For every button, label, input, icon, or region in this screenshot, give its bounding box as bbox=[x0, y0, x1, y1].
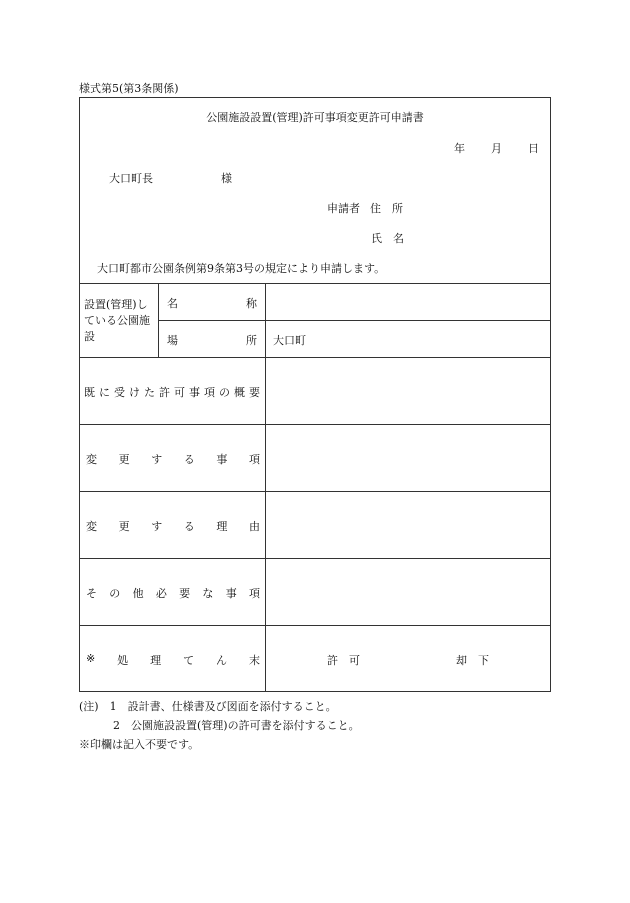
addressee-name: 大口町長 bbox=[109, 172, 153, 185]
note-2: 2 公園施設設置(管理)の許可書を添付すること。 bbox=[113, 719, 360, 732]
addressee bbox=[109, 170, 232, 186]
applicant-label: 申請者 bbox=[327, 202, 360, 215]
application-form bbox=[79, 97, 551, 692]
statement: 大口町都市公園条例第9条第3号の規定により申請します。 bbox=[97, 262, 386, 275]
row-line-5 bbox=[80, 625, 550, 626]
reject-option: 却 下 bbox=[456, 654, 489, 667]
changes-label: 変 更 す る 事 項 bbox=[86, 453, 260, 466]
addressee-honorific: 様 bbox=[221, 172, 232, 185]
facility-place-value[interactable]: 大口町 bbox=[273, 334, 306, 347]
notes bbox=[79, 697, 360, 754]
date-line bbox=[454, 140, 539, 156]
facility-mid-line bbox=[158, 320, 550, 321]
date-year-label: 年 bbox=[454, 142, 465, 155]
permit-option: 許 可 bbox=[327, 654, 360, 667]
reasons-label: 変 更 す る 理 由 bbox=[86, 520, 260, 533]
other-field[interactable] bbox=[266, 559, 550, 625]
changes-field[interactable] bbox=[266, 425, 550, 491]
facility-name-label: 名 称 bbox=[167, 297, 257, 310]
facility-group-label: 設置(管理)している公園施設 bbox=[84, 298, 150, 343]
date-month-label: 月 bbox=[491, 142, 502, 155]
facility-name-field[interactable] bbox=[266, 284, 550, 320]
date-day-label: 日 bbox=[528, 142, 539, 155]
reasons-field[interactable] bbox=[266, 492, 550, 558]
applicant-name: 氏 名 bbox=[371, 232, 404, 245]
prior-summary-label: 既 に 受 け た 許 可 事 項 の 概 要 bbox=[84, 386, 260, 399]
applicant-address bbox=[327, 200, 403, 216]
applicant-address-label: 住 所 bbox=[370, 202, 403, 215]
facility-group-divider bbox=[158, 283, 159, 357]
note-1: (注) 1 設計書、仕様書及び図面を添付すること。 bbox=[79, 700, 337, 713]
form-label: 様式第5(第3条関係) bbox=[79, 82, 179, 95]
form-title: 公園施設設置(管理)許可事項変更許可申請書 bbox=[206, 111, 424, 124]
facility-place-label: 場 所 bbox=[167, 334, 257, 347]
note-3: ※印欄は記入不要です。 bbox=[79, 738, 200, 751]
processing-label: ※ 処 理 て ん 末 bbox=[86, 652, 260, 667]
other-label: そ の 他 必 要 な 事 項 bbox=[86, 587, 260, 600]
prior-summary-field[interactable] bbox=[266, 358, 550, 424]
